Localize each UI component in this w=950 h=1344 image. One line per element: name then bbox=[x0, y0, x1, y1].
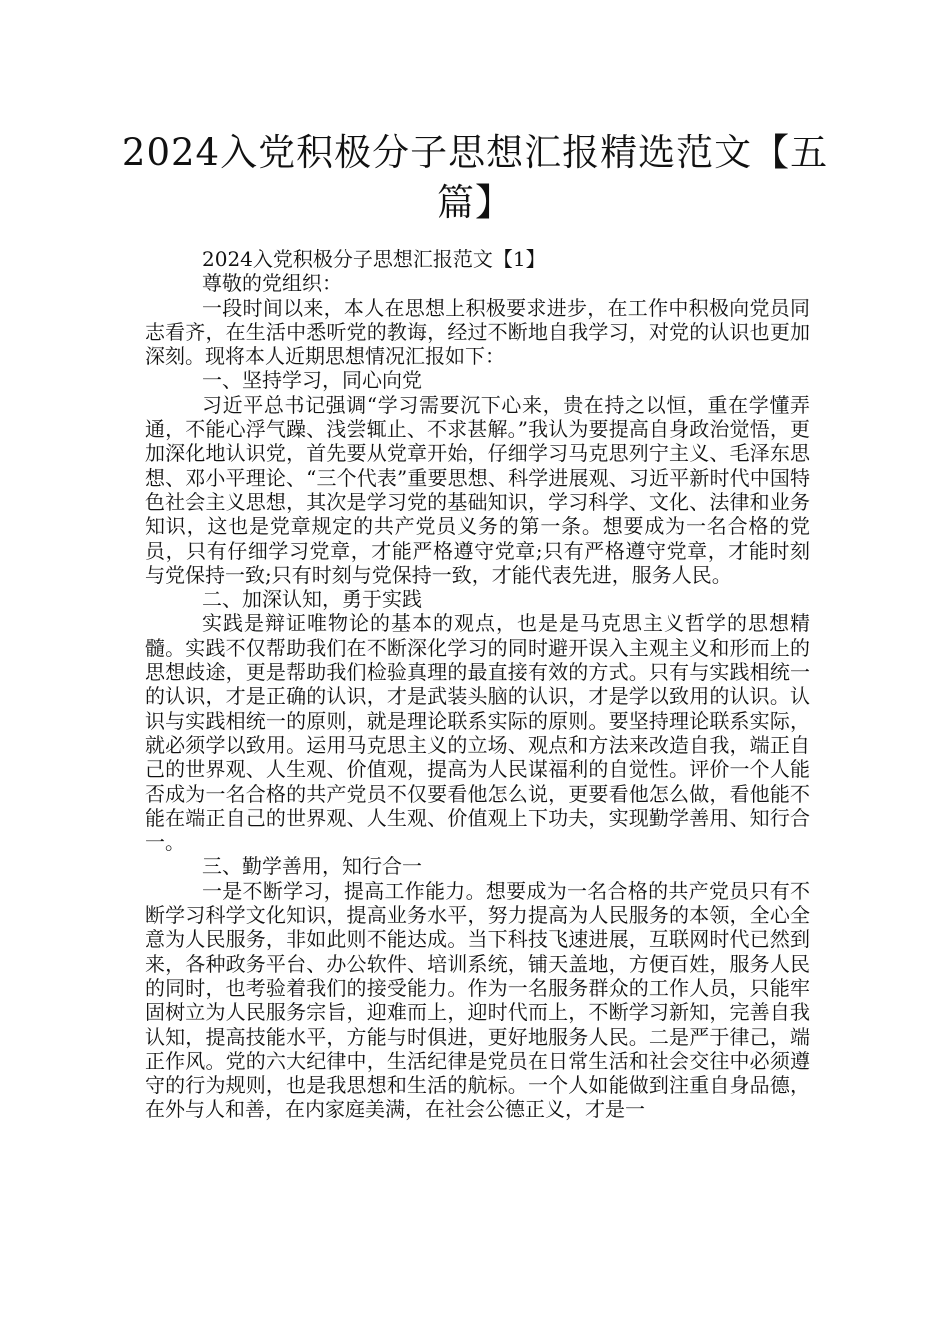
subheading-practice: 二、加深认知，勇于实践 bbox=[202, 587, 422, 612]
document-body bbox=[145, 247, 810, 1122]
paragraph-study: 习近平总书记强调“学习需要沉下心来，贵在持之以恒，重在学懂弄通，不能心浮气躁、浅尝辄止、不求甚解。”我认为要提高自身政治觉悟，更加深化地认识党，首先要从党章开始，仔细学习马克思列宁主义、毛泽东思想、邓小平理论、“三个代表”重要思想、科学进展观、习近平新时代中国特色社会主义思想，其次是学习党的基础知识，学习科学、文化、法律和业务知识，这也是党章规定的共产党员义务的第一条。想要成为一名合格的党员，只有仔细学习党章，才能严格遵守党章;只有严格遵守党章，才能时刻与党保持一致;只有时刻与党保持一致，才能代表先进，服务人民。 bbox=[145, 392, 810, 587]
subheading-diligence: 三、勤学善用，知行合一 bbox=[202, 854, 422, 879]
subheading-study: 一、坚持学习，同心向党 bbox=[202, 368, 422, 393]
intro-paragraph: 一段时间以来，本人在思想上积极要求进步，在工作中积极向党员同志看齐，在生活中悉听党的教诲，经过不断地自我学习，对党的认识也更加深刻。现将本人近期思想情况汇报如下： bbox=[145, 295, 810, 369]
paragraph-practice: 实践是辩证唯物论的基本的观点，也是是马克思主义哲学的思想精髓。实践不仅帮助我们在不断深化学习的同时避开误入主观主义和形而上的思想歧途，更是帮助我们检验真理的最直接有效的方式。只有与实践相统一的认识，才是正确的认识，才是武装头脑的认识，才是学以致用的认识。认识与实践相统一的原则，就是理论联系实际的原则。要坚持理论联系实际，就必须学以致用。运用马克思主义的立场、观点和方法来改造自我，端正自己的世界观、人生观、价值观，提高为人民谋福利的自觉性。评价一个人能否成为一名合格的共产党员不仅要看他怎么说，更要看他怎么做，看他能不能在端正自己的世界观、人生观、价值观上下功夫，实现勤学善用、知行合一。 bbox=[145, 611, 810, 855]
salutation: 尊敬的党组织： bbox=[202, 271, 342, 296]
document-title: 2024入党积极分子思想汇报精选范文【五篇】 bbox=[121, 131, 829, 224]
section-heading-1: 2024入党积极分子思想汇报范文【1】 bbox=[202, 247, 546, 271]
paragraph-diligence: 一是不断学习，提高工作能力。想要成为一名合格的共产党员只有不断学习科学文化知识，提高业务水平，努力提高为人民服务的本领，全心全意为人民服务，非如此则不能达成。当下科技飞速进展，互联网时代已然到来，各种政务平台、办公软件、培训系统，铺天盖地，方便百姓，服务人民的同时，也考验着我们的接受能力。作为一名服务群众的工作人员，只能牢固树立为人民服务宗旨，迎难而上，迎时代而上，不断学习新知，完善自我认知，提高技能水平，方能与时俱进，更好地服务人民。二是严于律己，端正作风。党的六大纪律中，生活纪律是党员在日常生活和社会交往中必须遵守的行为规则，也是我思想和生活的航标。一个人如能做到注重自身品德，在外与人和善，在内家庭美满，在社会公德正义，才是一 bbox=[145, 878, 810, 1122]
